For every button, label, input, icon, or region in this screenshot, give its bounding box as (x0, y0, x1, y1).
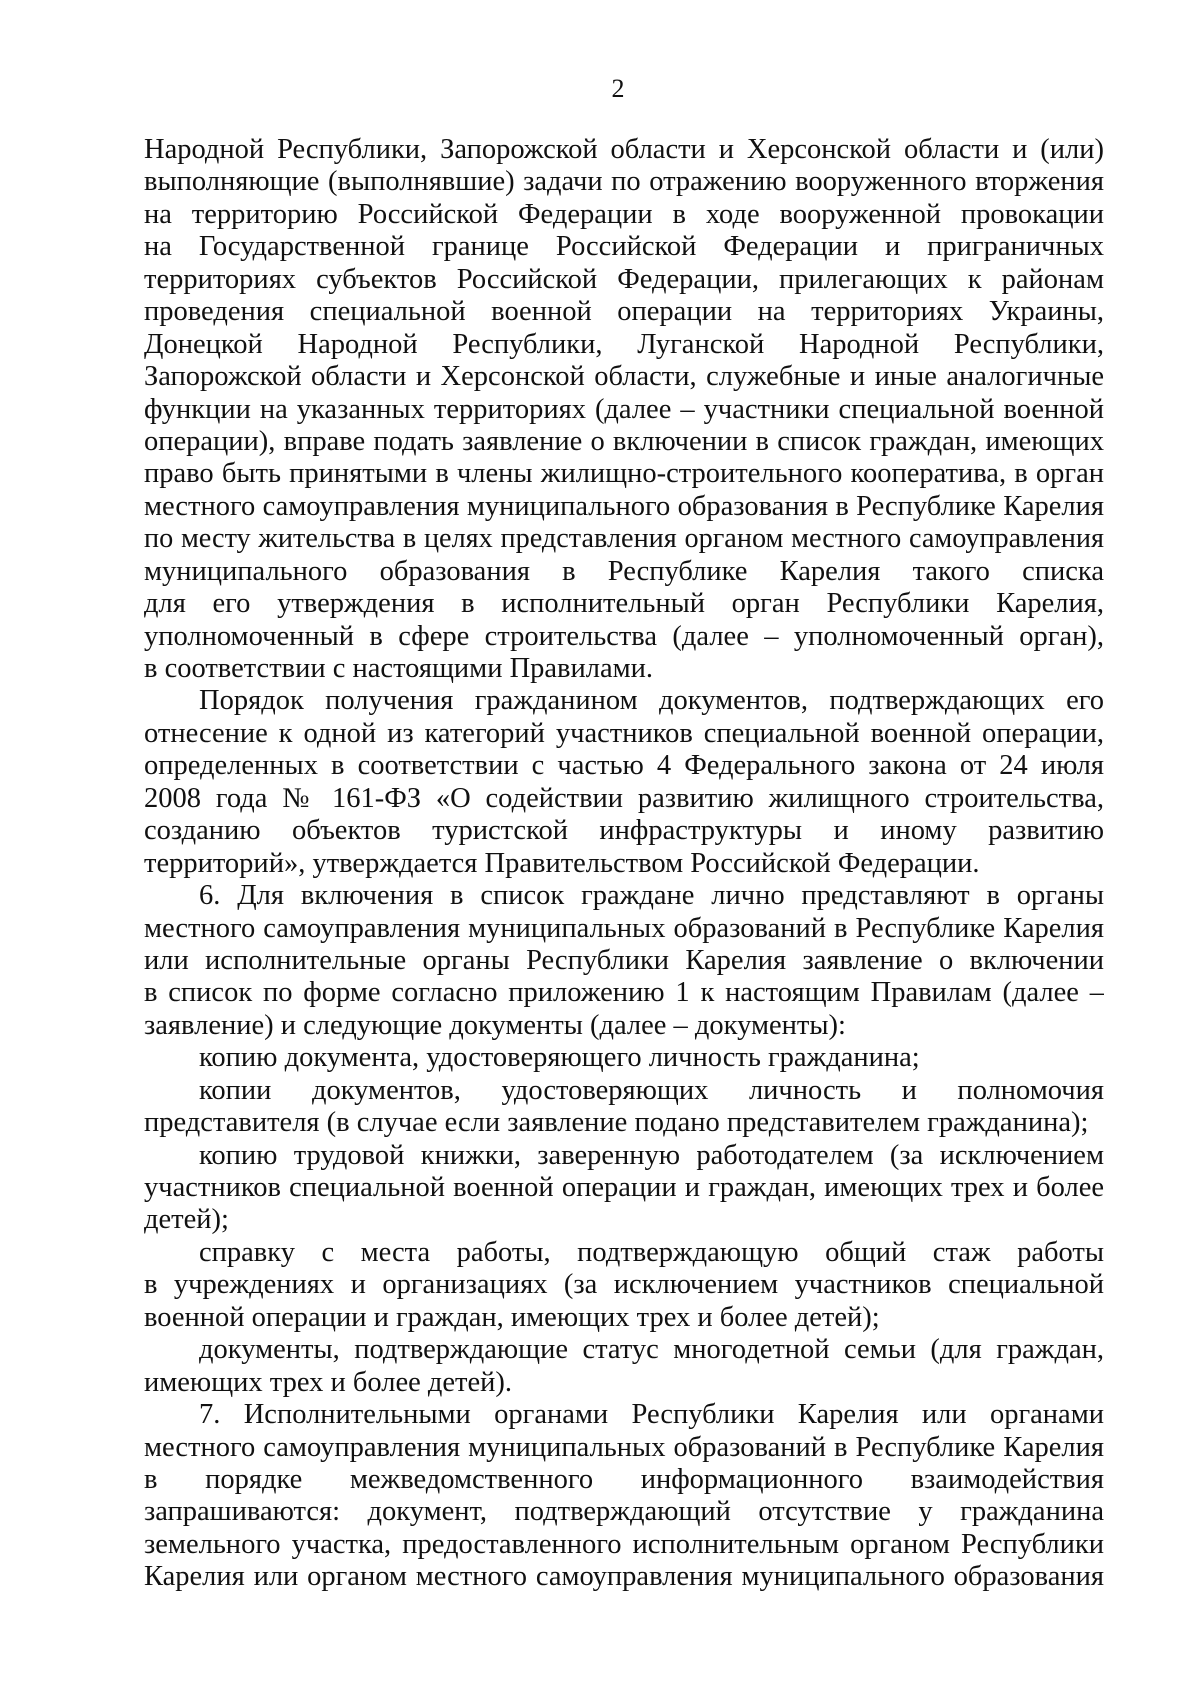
text-line: местного самоуправления муниципальных образований в Республике Карелия (144, 912, 1104, 944)
text-line: копии документов, удостоверяющих личность и полномочия (199, 1074, 1104, 1106)
text-line: детей); (144, 1204, 229, 1236)
text-line: в учреждениях и организациях (за исключением участников специальной (144, 1269, 1104, 1301)
text-line: Народной Республики, Запорожской области и Херсонской области и (или) (144, 134, 1104, 165)
text-line: Порядок получения гражданином документов, подтверждающих его (199, 685, 1104, 717)
text-line: по месту жительства в целях представления органом местного самоуправления (144, 523, 1104, 555)
text-line: запрашиваются: документ, подтверждающий отсутствие у гражданина (144, 1496, 1104, 1528)
text-line: земельного участка, предоставленного исполнительным органом Республики (144, 1528, 1104, 1560)
text-line: в соответствии с настоящими Правилами. (144, 653, 654, 684)
text-line: военной операции и граждан, имеющих трех и более детей); (144, 1301, 880, 1333)
text-line: участников специальной военной операции и граждан, имеющих трех и более (144, 1172, 1104, 1203)
text-line: Карелия или органом местного самоуправления муниципального образования (144, 1561, 1104, 1593)
text-line: право быть принятыми в члены жилищно-строительного кооператива, в орган (144, 458, 1104, 490)
text-line: отнесение к одной из категорий участников специальной военной операции, (144, 717, 1104, 749)
text-line: проведения специальной военной операции на территориях Украины, (144, 296, 1104, 328)
text-line: на Государственной границе Российской Федерации и приграничных (144, 231, 1104, 263)
text-line: на территорию Российской Федерации в ходе вооруженной провокации (144, 198, 1104, 230)
text-line: копию трудовой книжки, заверенную работодателем (за исключением (199, 1139, 1104, 1171)
text-line: документы, подтверждающие статус многодетной семьи (для граждан, (199, 1334, 1104, 1366)
page-number: 2 (611, 74, 625, 103)
text-line: для его утверждения в исполнительный орган Республики Карелия, (144, 588, 1104, 620)
text-line: выполняющие (выполнявшие) задачи по отражению вооруженного вторжения (144, 166, 1104, 198)
text-line: местного самоуправления муниципальных образований в Республике Карелия (144, 1431, 1104, 1463)
text-line: функции на указанных территориях (далее – участники специальной военной (144, 393, 1104, 425)
text-line: определенных в соответствии с частью 4 Федерального закона от 24 июля (144, 750, 1104, 782)
text-line: Донецкой Народной Республики, Луганской Народной Республики, (144, 328, 1104, 360)
text-line: местного самоуправления муниципального образования в Республике Карелия (144, 490, 1104, 522)
document-body (144, 134, 1104, 1594)
text-line: созданию объектов туристской инфраструктуры и иному развитию (144, 815, 1104, 847)
text-line: 7. Исполнительными органами Республики Карелия или органами (199, 1399, 1104, 1431)
text-line: представителя (в случае если заявление подано представителем гражданина); (144, 1107, 1089, 1139)
text-line: 2008 года № 161-ФЗ «О содействии развитию жилищного строительства, (144, 782, 1104, 814)
text-line: Запорожской области и Херсонской области, служебные и иные аналогичные (144, 361, 1104, 393)
text-line: имеющих трех и более детей). (144, 1366, 513, 1398)
text-line: операции), вправе подать заявление о включении в список граждан, имеющих (144, 425, 1104, 457)
text-line: копию документа, удостоверяющего личность гражданина; (199, 1042, 920, 1074)
text-line: 6. Для включения в список граждане лично представляют в органы (199, 880, 1104, 912)
text-line: территорий», утверждается Правительством Российской Федерации. (144, 847, 980, 879)
text-line: территориях субъектов Российской Федерации, прилегающих к районам (144, 263, 1104, 295)
text-line: заявление) и следующие документы (далее – документы): (144, 1009, 846, 1041)
text-line: справку с места работы, подтверждающую общий стаж работы (199, 1236, 1104, 1268)
text-line: муниципального образования в Республике Карелия такого списка (144, 555, 1104, 587)
text-line: или исполнительные органы Республики Карелия заявление о включении (144, 944, 1104, 976)
text-line: уполномоченный в сфере строительства (далее – уполномоченный орган), (144, 620, 1104, 652)
text-line: в список по форме согласно приложению 1 к настоящим Правилам (далее – (144, 977, 1104, 1009)
text-line: в порядке межведомственного информационного взаимодействия (144, 1463, 1104, 1495)
